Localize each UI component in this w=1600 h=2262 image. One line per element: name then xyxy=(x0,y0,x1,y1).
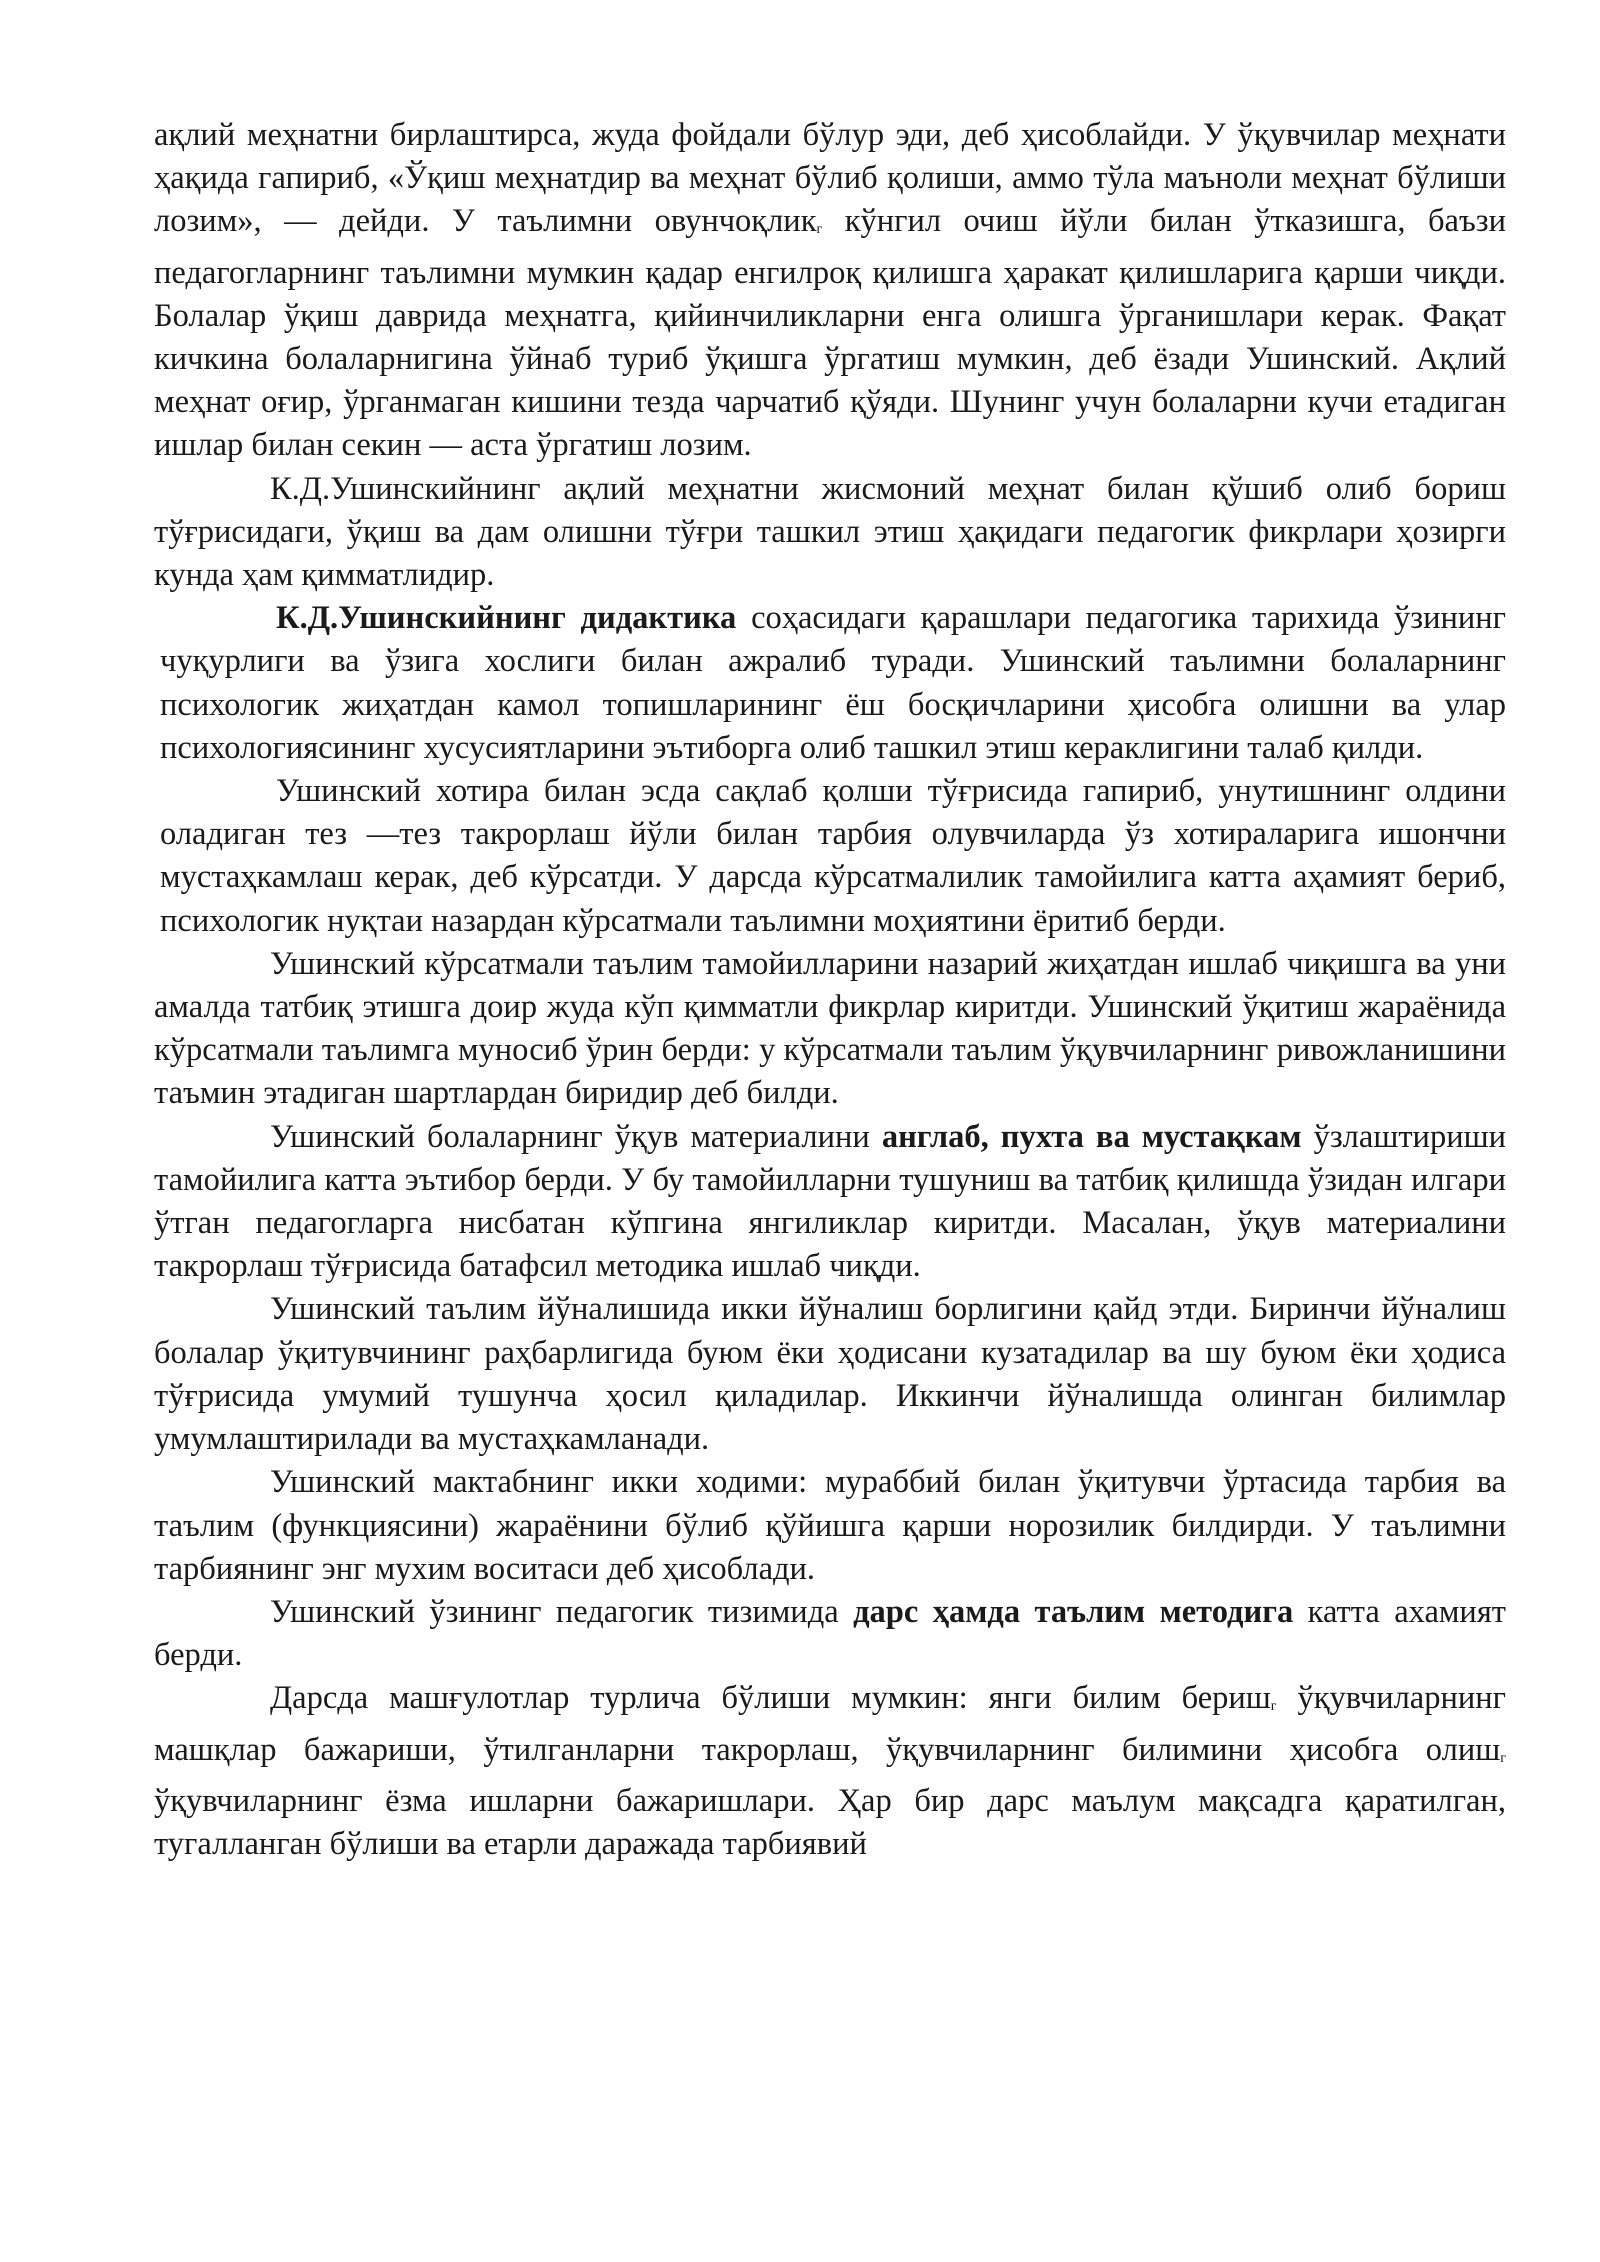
subscript-mark: г xyxy=(1270,1699,1277,1715)
paragraph-text: катта ахамият берди. xyxy=(154,1593,1506,1674)
paragraph-text: Ушинский ўзининг педагогик тизимида xyxy=(270,1593,854,1630)
paragraph-4 xyxy=(160,770,1506,943)
paragraph-text: ўзлаштириши тамойилига катта эътибор берди. У бу тамойилларни тушуниш ва татбиқ қилишда ўзидан илгари ўтган педагогларга нисбатан кўпгина янгиликлар киритди. Масалан, ўқув материалини такрорлаш тўғрисида батафсил методика ишлаб чиқди. xyxy=(154,1118,1506,1285)
paragraph-8 xyxy=(154,1461,1506,1591)
paragraph-text: Ушинский мактабнинг икки ходими: мураббий билан ўқитувчи ўртасида тарбия ва таълим (функциясини) жараёнини бўлиб қўйишга қарши норозилик билдирди. У таълимни тарбиянинг энг мухим воситаси деб ҳисоблади. xyxy=(154,1464,1506,1587)
document-body xyxy=(154,114,1506,1866)
paragraph-text: ўқувчиларнинг ёзма ишларни бажаришлари. Ҳар бир дарс маълум мақсадга қаратилган, тугалланган бўлиши ва етарли даражада тарбиявий xyxy=(154,1782,1506,1862)
paragraph-6 xyxy=(154,1116,1506,1289)
bold-text: К.Д.Ушинскийнинг дидактика xyxy=(276,600,737,637)
subscript-mark: г xyxy=(1500,1750,1506,1766)
paragraph-7 xyxy=(154,1288,1506,1461)
paragraph-text: ўқувчиларнинг машқлар бажариши, ўтилганларни такрорлаш, ўқувчиларнинг билимини ҳисобга олиш xyxy=(154,1680,1506,1768)
paragraph-text: К.Д.Ушинскийнинг ақлий меҳнатни жисмоний меҳнат билан қўшиб олиб бориш тўғрисидаги, ўқиш ва дам олишни тўғри ташкил этиш ҳақидаги педагогик фикрлари ҳозирги кунда ҳам қимматлидир. xyxy=(154,470,1506,594)
subscript-mark: г xyxy=(816,222,823,238)
paragraph-text: Ушинский хотира билан эсда сақлаб қолши тўғрисида гапириб, унутишнинг олдини оладиган тез —тез такрорлаш йўли билан тарбия олувчиларда ўз хотираларига ишончни мустаҳкамлаш керак, деб кўрсатди. У дарсда кўрсатмалилик тамойилига катта аҳамият бериб, психологик нуқтаи назардан кўрсатмали таълимни моҳиятини ёритиб берди. xyxy=(160,773,1506,939)
paragraph-10 xyxy=(154,1677,1506,1866)
paragraph-1 xyxy=(154,114,1506,468)
paragraph-text: соҳасидаги қарашлари педагогика тарихида ўзининг чуқурлиги ва ўзига хослиги билан ажралиб туради. Ушинский таълимни болаларнинг психологик жиҳатдан камол топишларининг ёш босқичларини ҳисобга олишни ва улар психологиясининг хусусиятларини эътиборга олиб ташкил этиш кераклигини талаб қилди. xyxy=(160,600,1506,766)
paragraph-text: ақлий меҳнатни бирлаштирса, жуда фойдали бўлур эди, деб ҳисоблайди. У ўқувчилар меҳнати ҳақида гапириб, «Ўқиш меҳнатдир ва меҳнат бўлиб қолиши, аммо тўла маъноли меҳнат бўлиши лозим», — дейди. У таълимни овунчоқлик xyxy=(154,117,1506,240)
paragraph-2 xyxy=(154,468,1506,598)
paragraph-text: кўнгил очиш йўли билан ўтказишга, баъзи педагогларнинг таълимни мумкин қадар енгилроқ қилишга ҳаракат қилишларига қарши чиқди. Болалар ўқиш даврида меҳнатга, қийинчиликларни енга олишга ўрганишлари керак. Фақат кичкина болаларнигина ўйнаб туриб ўқишга ўргатиш мумкин, деб ёзади Ушинский. Ақлий меҳнат оғир, ўрганмаган кишини тезда чарчатиб қўяди. Шунинг учун болаларни кучи етадиган ишлар билан секин — аста ўргатиш лозим. xyxy=(154,203,1506,464)
paragraph-text: Ушинский болаларнинг ўқув материалини xyxy=(270,1118,882,1155)
paragraph-3 xyxy=(160,597,1506,770)
bold-text: дарс ҳамда таълим методига xyxy=(853,1593,1294,1630)
paragraph-text: Ушинский таълим йўналишида икки йўналиш борлигини қайд этди. Биринчи йўналиш болалар ўқитувчининг раҳбарлигида буюм ёки ҳодисани кузатадилар ва шу буюм ёки ҳодиса тўғрисида умумий тушунча ҳосил қиладилар. Иккинчи йўналишда олинган билимлар умумлаштирилади ва мустаҳкамланади. xyxy=(154,1291,1506,1458)
paragraph-9 xyxy=(154,1591,1506,1677)
paragraph-5 xyxy=(154,943,1506,1116)
paragraph-text: Ушинский кўрсатмали таълим тамойилларини назарий жиҳатдан ишлаб чиқишга ва уни амалда татбиқ этишга доир жуда кўп қимматли фикрлар киритди. Ушинский ўқитиш жараёнида кўрсатмали таълимга муносиб ўрин берди: у кўрсатмали таълим ўқувчиларнинг ривожланишини таъмин этадиган шартлардан биридир деб билди. xyxy=(154,945,1506,1112)
bold-text: англаб, пухта ва мустақкам xyxy=(881,1118,1302,1155)
paragraph-text: Дарсда машғулотлар турлича бўлиши мумкин: янги билим бериш xyxy=(270,1680,1271,1717)
